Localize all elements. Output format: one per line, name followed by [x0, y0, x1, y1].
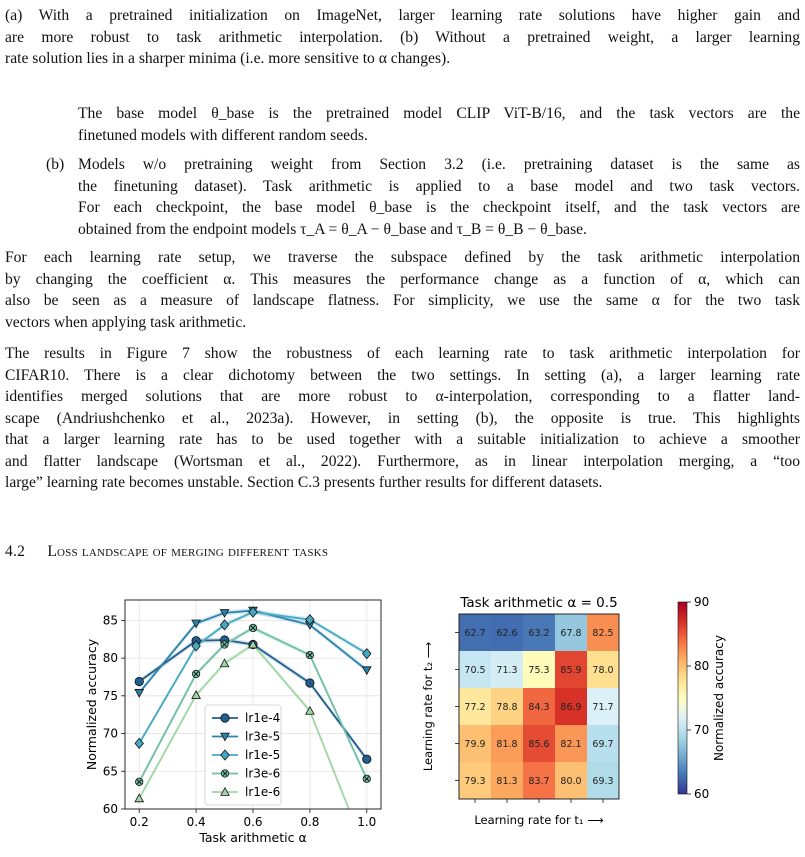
heatmap-cell-label: 75.3: [528, 665, 550, 676]
list-item-line: The base model θ_base is the pretrained model CLIP ViT-B/16, and the task vectors are the: [78, 105, 800, 122]
paragraph-line: CIFAR10. There is a clear dichotomy between the two settings. In setting (a), a larger learning rate: [5, 366, 800, 384]
data-point: [249, 624, 256, 631]
x-axis-label: Learning rate for t₁ ⟶: [474, 813, 604, 827]
data-point: [363, 775, 370, 782]
x-tick-label: 1.0: [357, 815, 377, 829]
data-point: [363, 667, 371, 675]
list-item-b: [78, 154, 800, 240]
heatmap-cell-label: 69.7: [592, 739, 614, 750]
heatmap-cell-label: 69.3: [592, 776, 614, 787]
paragraph-line: vectors when applying task arithmetic.: [5, 313, 247, 331]
caption-line: are more robust to task arithmetic interpolation. (b) Without a pretrained weight, a larger learning: [5, 28, 800, 46]
heatmap-cell-label: 82.5: [592, 628, 614, 639]
heatmap-cell-label: 79.3: [464, 776, 486, 787]
list-item-line: Models w/o pretraining weight from Section 3.2 (i.e. pretraining dataset is the same as: [78, 156, 800, 173]
heatmap-cell-label: 71.7: [592, 702, 614, 713]
y-axis-label: Normalized accuracy: [84, 638, 99, 771]
list-item-line: obtained from the endpoint models τ_A = θ_A − θ_base and τ_B = θ_B − θ_base.: [78, 220, 587, 238]
data-point: [192, 670, 199, 677]
section-number: 4.2: [5, 543, 26, 560]
heatmap-cell-label: 85.6: [528, 739, 550, 750]
caption-line: (a) With a pretrained initialization on ImageNet, larger learning rate solutions have higher gain and: [5, 7, 800, 24]
heatmap-cell-label: 63.2: [528, 628, 550, 639]
heatmap-cell-label: 78.0: [592, 665, 614, 676]
heatmap-cell-label: 77.2: [464, 702, 486, 713]
colorbar-tick-label: 90: [694, 595, 710, 609]
y-tick-label: 85: [102, 613, 118, 628]
section-heading: [5, 543, 328, 561]
legend: [205, 705, 281, 805]
x-axis-label: Task arithmetic α: [199, 830, 307, 845]
data-point: [306, 679, 314, 687]
heatmap-cell-label: 70.5: [464, 665, 486, 676]
y-tick-label: 70: [102, 726, 118, 741]
paragraph-line: large” learning rate becomes unstable. Section C.3 presents further results for different datasets.: [5, 474, 603, 491]
legend-label: lr1e-4: [245, 711, 281, 725]
x-tick-label: 0.8: [300, 815, 320, 829]
y-tick-label: 60: [102, 802, 118, 816]
list-item-line: For each checkpoint, the base model θ_base is the checkpoint itself, and the task vectors are: [78, 199, 800, 216]
data-point: [221, 714, 229, 722]
heatmap-cell-label: 78.8: [496, 702, 518, 713]
paragraph-line: and flatter landscape (Wortsman et al., 2022). Furthermore, as in linear interpolation merging, a “too: [5, 452, 800, 470]
list-item-line: finetuned models with different random seeds.: [78, 126, 368, 144]
heatmap-cell-label: 67.8: [560, 628, 582, 639]
paragraph-line: scape (Andriushchenko et al., 2023a). However, in setting (b), the opposite is true. This highlights: [5, 409, 800, 427]
heatmap-cell-label: 62.6: [496, 628, 518, 639]
heatmap-cell-label: 62.7: [464, 628, 486, 639]
list-item-a: [78, 103, 800, 146]
list-item-line: the finetuning dataset). Task arithmetic is applied to a base model and two task vectors.: [78, 177, 800, 195]
heatmap-cell-label: 80.0: [560, 776, 582, 787]
data-point: [136, 778, 143, 785]
heatmap-cell-label: 84.3: [528, 702, 550, 713]
y-tick-label: 75: [102, 688, 118, 703]
data-point: [221, 641, 228, 648]
data-point: [306, 651, 313, 658]
heatmap-title: Task arithmetic α = 0.5: [460, 595, 618, 611]
list-item-b-label: (b): [46, 156, 65, 173]
heatmap-chart: [400, 585, 805, 857]
y-tick-label: 80: [102, 651, 118, 666]
heatmap-cell-label: 81.8: [496, 739, 518, 750]
section-title: Loss landscape of merging different tasks: [47, 543, 329, 560]
colorbar-tick-label: 70: [694, 723, 710, 737]
paragraph-line: that a larger learning rate has to be used together with a suitable initialization to achieve a smoother: [5, 431, 800, 448]
heatmap-cell-label: 79.9: [464, 739, 486, 750]
legend-label: lr1e-5: [245, 748, 281, 762]
legend-label: lr1e-6: [245, 785, 281, 799]
legend-label: lr3e-6: [245, 766, 281, 781]
x-tick-label: 0.2: [129, 815, 149, 829]
heatmap-cell-label: 71.3: [496, 665, 518, 676]
heatmap-cell-label: 85.9: [560, 665, 582, 676]
y-axis-label: Learning rate for t₂ ⟶: [421, 641, 435, 772]
colorbar-tick-label: 80: [694, 659, 710, 673]
paragraph-line: The results in Figure 7 show the robustness of each learning rate to task arithmetic interpolation for: [5, 345, 800, 362]
legend-label: lr3e-5: [245, 729, 281, 744]
figure-caption: [5, 5, 800, 70]
heatmap-cell-label: 86.9: [560, 702, 582, 713]
line-chart: [0, 585, 400, 857]
heatmap-cell-label: 81.3: [496, 776, 518, 787]
colorbar-label: Normalized accuracy: [712, 634, 726, 762]
paragraph-line: identifies merged solutions that are more robust to α-interpolation, corresponding to a flatter land-: [5, 388, 800, 405]
paragraph-line: by changing the coefficient α. This measures the performance change as a function of α, which can: [5, 270, 800, 288]
x-tick-label: 0.4: [186, 815, 206, 829]
paragraph-flatness: [5, 247, 800, 333]
data-point: [135, 677, 143, 685]
data-point: [363, 755, 371, 763]
colorbar-tick-label: 60: [694, 787, 710, 801]
colorbar: [678, 602, 687, 794]
x-tick-label: 0.6: [243, 815, 263, 829]
paragraph-line: also be seen as a measure of landscape flatness. For simplicity, we use the same α for the two task: [5, 292, 800, 309]
data-point: [221, 770, 228, 777]
heatmap-cell-label: 82.1: [560, 739, 582, 750]
paragraph-results: [5, 343, 800, 494]
y-tick-label: 65: [102, 764, 118, 779]
heatmap-cell-label: 83.7: [528, 776, 550, 787]
caption-line: rate solution lies in a sharper minima (i.e. more sensitive to α changes).: [5, 50, 451, 67]
paragraph-line: For each learning rate setup, we traverse the subspace defined by the task arithmetic interpolation: [5, 249, 800, 266]
